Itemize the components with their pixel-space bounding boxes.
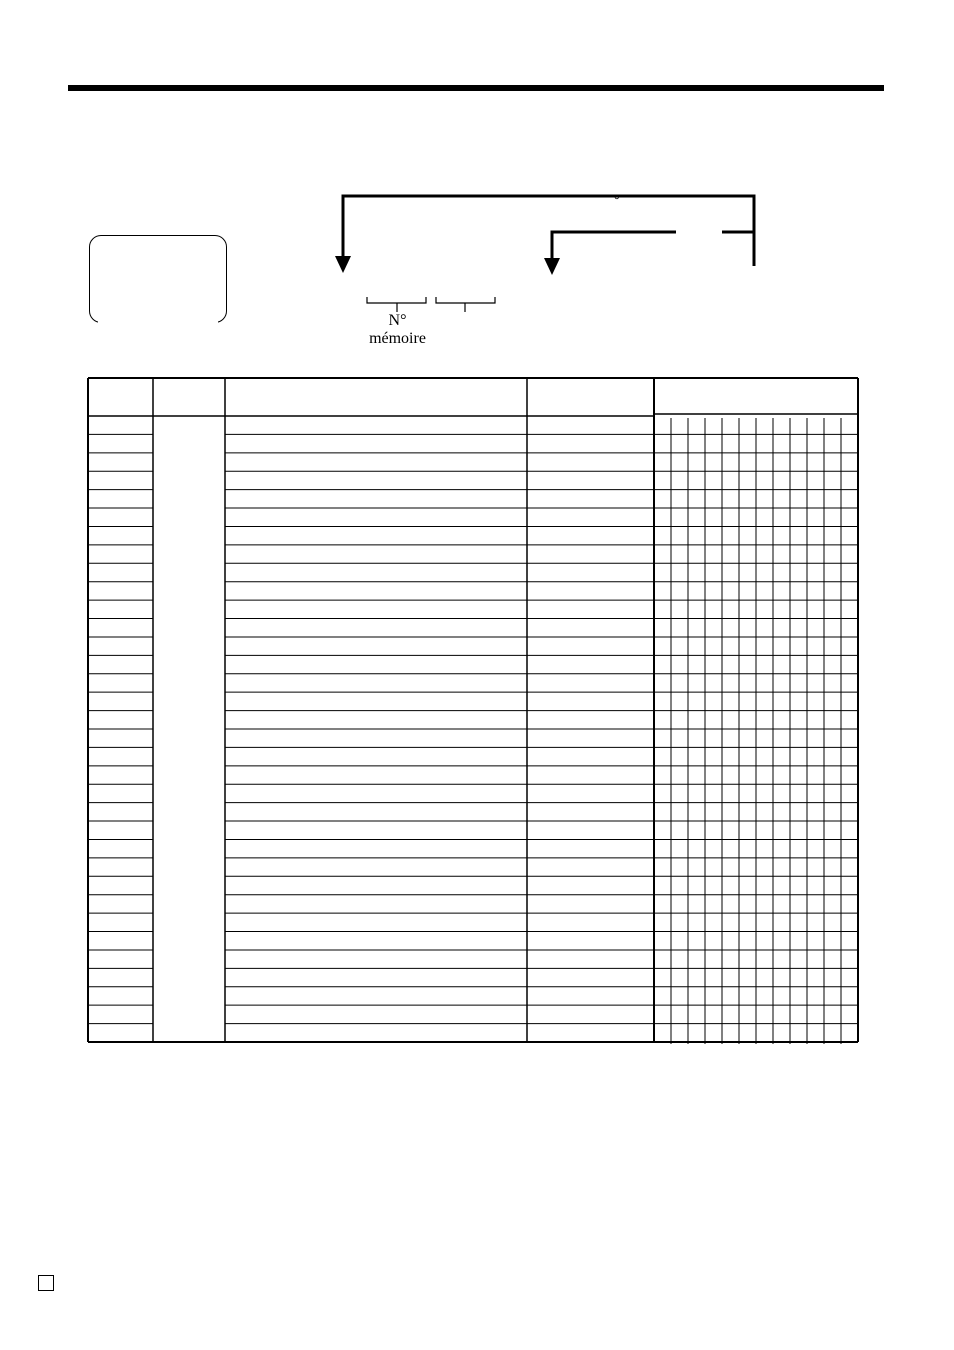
page-number-box (38, 1275, 54, 1291)
memory-label-line1: N° (388, 312, 407, 329)
degree-mark: ° (614, 193, 620, 208)
memory-label-line2: mémoire (369, 330, 426, 347)
